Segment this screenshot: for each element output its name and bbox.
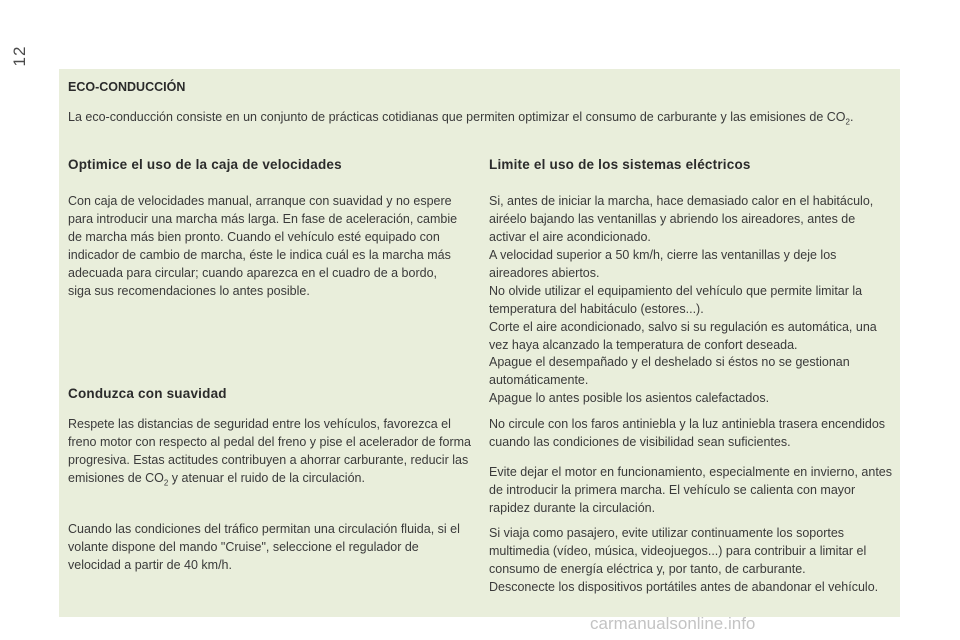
smooth-driving-subscript: 2 [163, 478, 169, 488]
paragraph-electrical-6: Apague lo antes posible los asientos calefactados. [489, 391, 770, 405]
smooth-driving-text-end: y atenuar el ruido de la circulación. [168, 471, 365, 485]
heading-smooth-driving: Conduzca con suavidad [68, 386, 227, 401]
paragraph-electrical-2: A velocidad superior a 50 km/h, cierre las ventanillas y deje los aireadores abiertos. [489, 248, 837, 280]
paragraph-electrical-8: Evite dejar el motor en funcionamiento, especialmente en invierno, antes de introducir la primera marcha. El vehículo se calienta con mayor rapidez durante la circulación. [489, 465, 893, 515]
section-title: ECO-CONDUCCIÓN [68, 80, 186, 94]
paragraph-electrical-7: No circule con los faros antiniebla y la luz antiniebla trasera encendidos cuando las condiciones de visibilidad sean suficientes. [489, 417, 886, 449]
heading-electrical: Limite el uso de los sistemas eléctricos [489, 157, 751, 172]
intro-paragraph [68, 108, 893, 132]
page-number: 12 [10, 45, 29, 67]
watermark: carmanualsonline.info [590, 614, 756, 633]
paragraph-electrical-3: No olvide utilizar el equipamiento del vehículo que permite limitar la temperatura del habitáculo (estores...). [489, 284, 863, 316]
paragraph-electrical-10: Desconecte los dispositivos portátiles antes de abandonar el vehículo. [489, 580, 879, 594]
paragraph-electrical-9: Si viaja como pasajero, evite utilizar continuamente los soportes multimedia (vídeo, música, videojuegos...) para contribuir a limitar el consumo de energía eléctrica y, por tanto, de carburante. [489, 526, 867, 576]
paragraph-electrical-5: Apague el desempañado y el deshelado si éstos no se gestionan automáticamente. [489, 355, 850, 387]
intro-text-end: . [849, 110, 854, 124]
paragraph-cruise: Cuando las condiciones del tráfico permitan una circulación fluida, si el volante dispone del mando "Cruise", seleccione el regulador de velocidad a partir de 40 km/h. [68, 522, 460, 572]
paragraph-electrical-1: Si, antes de iniciar la marcha, hace demasiado calor en el habitáculo, airéelo bajando las ventanillas y abriendo los aireadores, antes de activar el aire acondicionado. [489, 194, 874, 244]
paragraph-smooth-driving [68, 415, 473, 493]
intro-subscript: 2 [845, 117, 850, 127]
heading-gearbox: Optimice el uso de la caja de velocidades [68, 157, 342, 172]
paragraph-electrical-4: Corte el aire acondicionado, salvo si su regulación es automática, una vez haya alcanzado la temperatura de confort deseada. [489, 320, 877, 352]
smooth-driving-text: Respete las distancias de seguridad entre los vehículos, favorezca el freno motor con respecto al pedal del freno y pise el acelerador de forma progresiva. Estas actitudes contribuyen a ahorrar carburante, reducir las emisiones de CO [68, 417, 472, 485]
intro-text: La eco-conducción consiste en un conjunto de prácticas cotidianas que permiten optimizar el consumo de carburante y las emisiones de CO [68, 110, 846, 124]
paragraph-gearbox: Con caja de velocidades manual, arranque con suavidad y no espere para introducir una marcha más larga. En fase de aceleración, cambie de marcha más bien pronto. Cuando el vehículo esté equipado con indicador de cambio de marcha, éste le indica cuál es la marcha más adecuada para circular; cuando aparezca en el cuadro de a bordo, siga sus recomendaciones lo antes posible. [68, 194, 458, 298]
